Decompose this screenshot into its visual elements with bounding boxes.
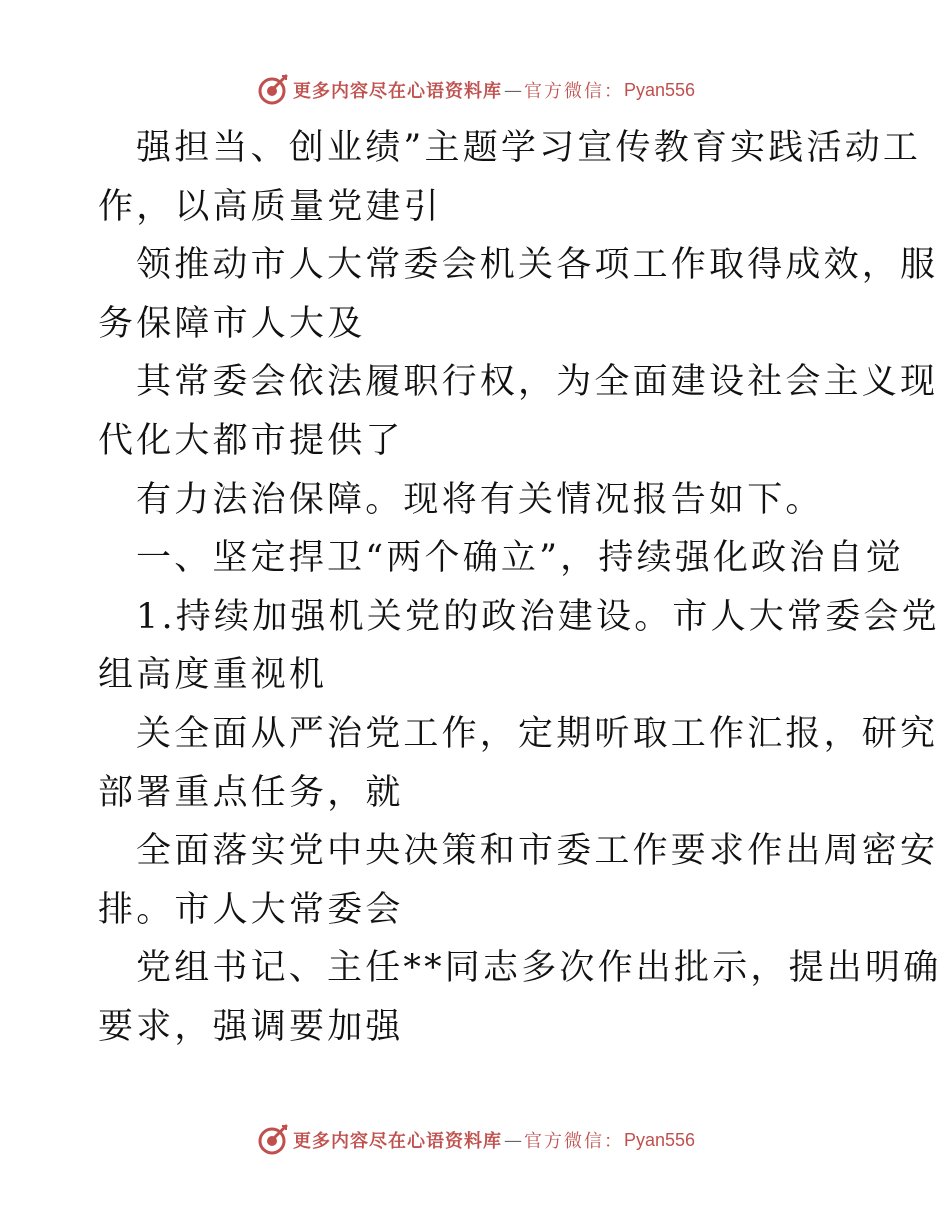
watermark-brand: 更多内容尽在心语资料库 xyxy=(292,1131,502,1152)
logo-icon xyxy=(255,73,289,107)
watermark-wechat-label: 官方微信： xyxy=(523,81,624,102)
text-line: 务保障市人大及 xyxy=(98,303,366,344)
logo-icon xyxy=(255,1123,289,1157)
document-body xyxy=(98,119,942,1057)
text-line: 关全面从严治党工作，定期听取工作汇报，研究 xyxy=(136,713,939,754)
watermark-wechat-id: Pyan556 xyxy=(623,79,696,100)
text-line: 领推动市人大常委会机关各项工作取得成效，服 xyxy=(136,245,939,286)
text-line: 全面落实党中央决策和市委工作要求作出周密安 xyxy=(136,831,939,872)
watermark-separator: — xyxy=(503,79,522,101)
watermark-separator: — xyxy=(503,1129,522,1151)
text-line: 1.持续加强机关党的政治建设。市人大常委会党 xyxy=(136,596,940,637)
text-line: 要求，强调要加强 xyxy=(98,1006,404,1047)
text-line: 党组书记、主任**同志多次作出批示，提出明确 xyxy=(136,948,942,989)
watermark-wechat-label: 官方微信： xyxy=(523,1131,624,1152)
text-line: 强担当、创业绩”主题学习宣传教育实践活动工 xyxy=(136,128,922,168)
text-line: 组高度重视机 xyxy=(98,655,328,696)
text-line: 作，以高质量党建引 xyxy=(98,186,442,227)
text-line: 部署重点任务，就 xyxy=(98,772,404,813)
text-line: 代化大都市提供了 xyxy=(98,420,404,461)
watermark-header xyxy=(0,70,950,110)
watermark-brand: 更多内容尽在心语资料库 xyxy=(292,81,502,102)
text-line: 有力法治保障。现将有关情况报告如下。 xyxy=(136,479,824,520)
text-line: 排。市人大常委会 xyxy=(98,889,404,930)
watermark-footer xyxy=(0,1120,950,1160)
section-heading: 一、坚定捍卫“两个确立”，持续强化政治自觉 xyxy=(136,538,904,579)
text-line: 其常委会依法履职行权，为全面建设社会主义现 xyxy=(136,362,939,403)
watermark-wechat-id: Pyan556 xyxy=(623,1129,696,1150)
